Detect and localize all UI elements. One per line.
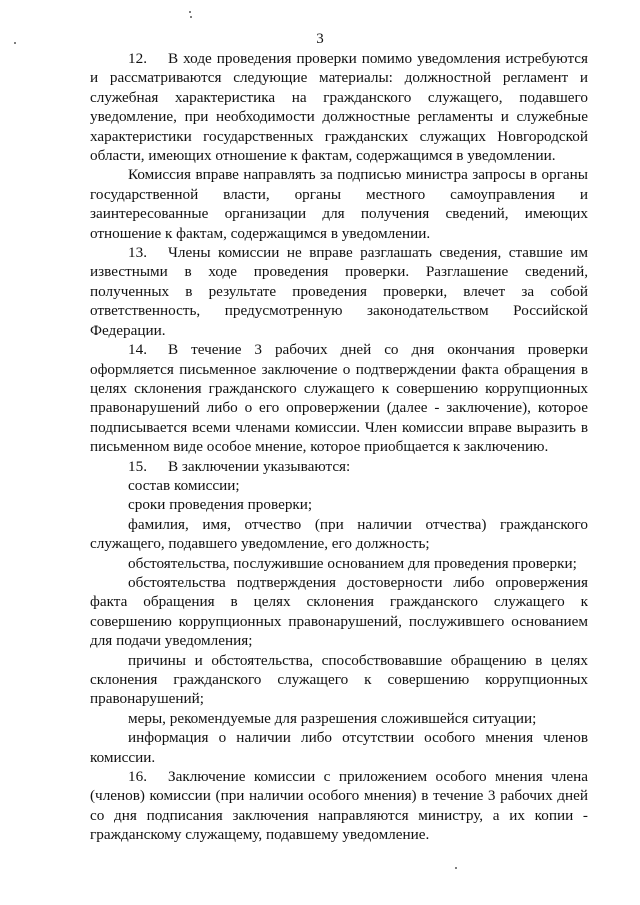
paragraph-text: В течение 3 рабочих дней со дня окончания проверки оформляется письменное заключение о подтверждении факта обращения в целях склонения гражданского служащего к совершению коррупционных правонарушений либо о его опровержении (далее - заключение), которое подписывается всеми членами комиссии. Член комиссии вправе выразить в письменном виде особое мнение, которое приобщается к заключению. — [90, 341, 588, 456]
paragraph-text: меры, рекомендуемые для разрешения сложившейся ситуации; — [128, 709, 537, 727]
scan-speck — [190, 16, 192, 18]
paragraph-text: фамилия, имя, отчество (при наличии отчества) гражданского служащего, подавшего уведомление, его должность; — [90, 515, 588, 553]
list-item — [90, 476, 588, 495]
list-item — [90, 573, 588, 651]
paragraph-12-continued — [90, 165, 588, 243]
paragraph-text: обстоятельства подтверждения достоверности либо опровержения факта обращения в целях склонения гражданского служащего к совершению коррупционных правонарушений, послужившего основанием для подачи уведомления; — [90, 573, 588, 650]
list-item — [90, 515, 588, 554]
list-item — [90, 495, 588, 514]
paragraph-14 — [90, 340, 588, 456]
paragraph-text: Члены комиссии не вправе разглашать сведения, ставшие им известными в ходе проведения проверки. Разглашение сведений, полученных в результате проведения проверки, влечет за собой ответственность, предусмотренную законодательством Российской Федерации. — [90, 244, 588, 339]
paragraph-text: Комиссия вправе направлять за подписью министра запросы в органы государственной власти, органы местного самоуправления и заинтересованные организации для получения сведений, имеющих отношение к фактам, содержащимся в уведомлении. — [90, 166, 588, 242]
paragraph-text: информация о наличии либо отсутствии особого мнения членов комиссии. — [90, 729, 588, 766]
document-body — [90, 49, 588, 845]
list-item — [90, 728, 588, 767]
clause-number: 15. — [128, 457, 147, 475]
paragraph-text: В ходе проведения проверки помимо уведомления истребуются и рассматриваются следующие материалы: должностной регламент и служебная характеристика на гражданского служащего, подавшего уведомление, при необходимости должностные регламенты и служебные характеристики государственных гражданских служащих Новгородской области, имеющих отношение к фактам, содержащимся в уведомлении. — [90, 50, 588, 165]
paragraph-text: сроки проведения проверки; — [128, 496, 313, 514]
list-item — [90, 709, 588, 728]
paragraph-13 — [90, 243, 588, 340]
list-item — [90, 651, 588, 709]
clause-number: 14. — [128, 341, 147, 359]
clause-number: 16. — [128, 768, 147, 786]
paragraph-text: причины и обстоятельства, способствовавшие обращению в целях склонения гражданского служащего к совершению коррупционных правонарушений; — [90, 651, 588, 708]
paragraph-text: Заключение комиссии с приложением особого мнения члена (членов) комиссии (при наличии особого мнения) в течение 3 рабочих дней со дня подписания заключения направляются министру, а их копии - гражданскому служащему, подавшему уведомление. — [90, 768, 588, 844]
list-item — [90, 554, 588, 573]
scan-speck — [455, 867, 457, 869]
page-number: 3 — [316, 31, 324, 47]
paragraph-text: обстоятельства, послужившие основанием для проведения проверки; — [128, 554, 577, 572]
clause-number: 12. — [128, 50, 147, 67]
paragraph-text: состав комиссии; — [128, 476, 240, 494]
paragraph-16 — [90, 767, 588, 845]
scan-speck — [189, 11, 191, 13]
paragraph-12 — [90, 49, 588, 165]
paragraph-text: В заключении указываются: — [168, 457, 351, 475]
clause-number: 13. — [128, 244, 147, 262]
paragraph-15 — [90, 457, 588, 476]
